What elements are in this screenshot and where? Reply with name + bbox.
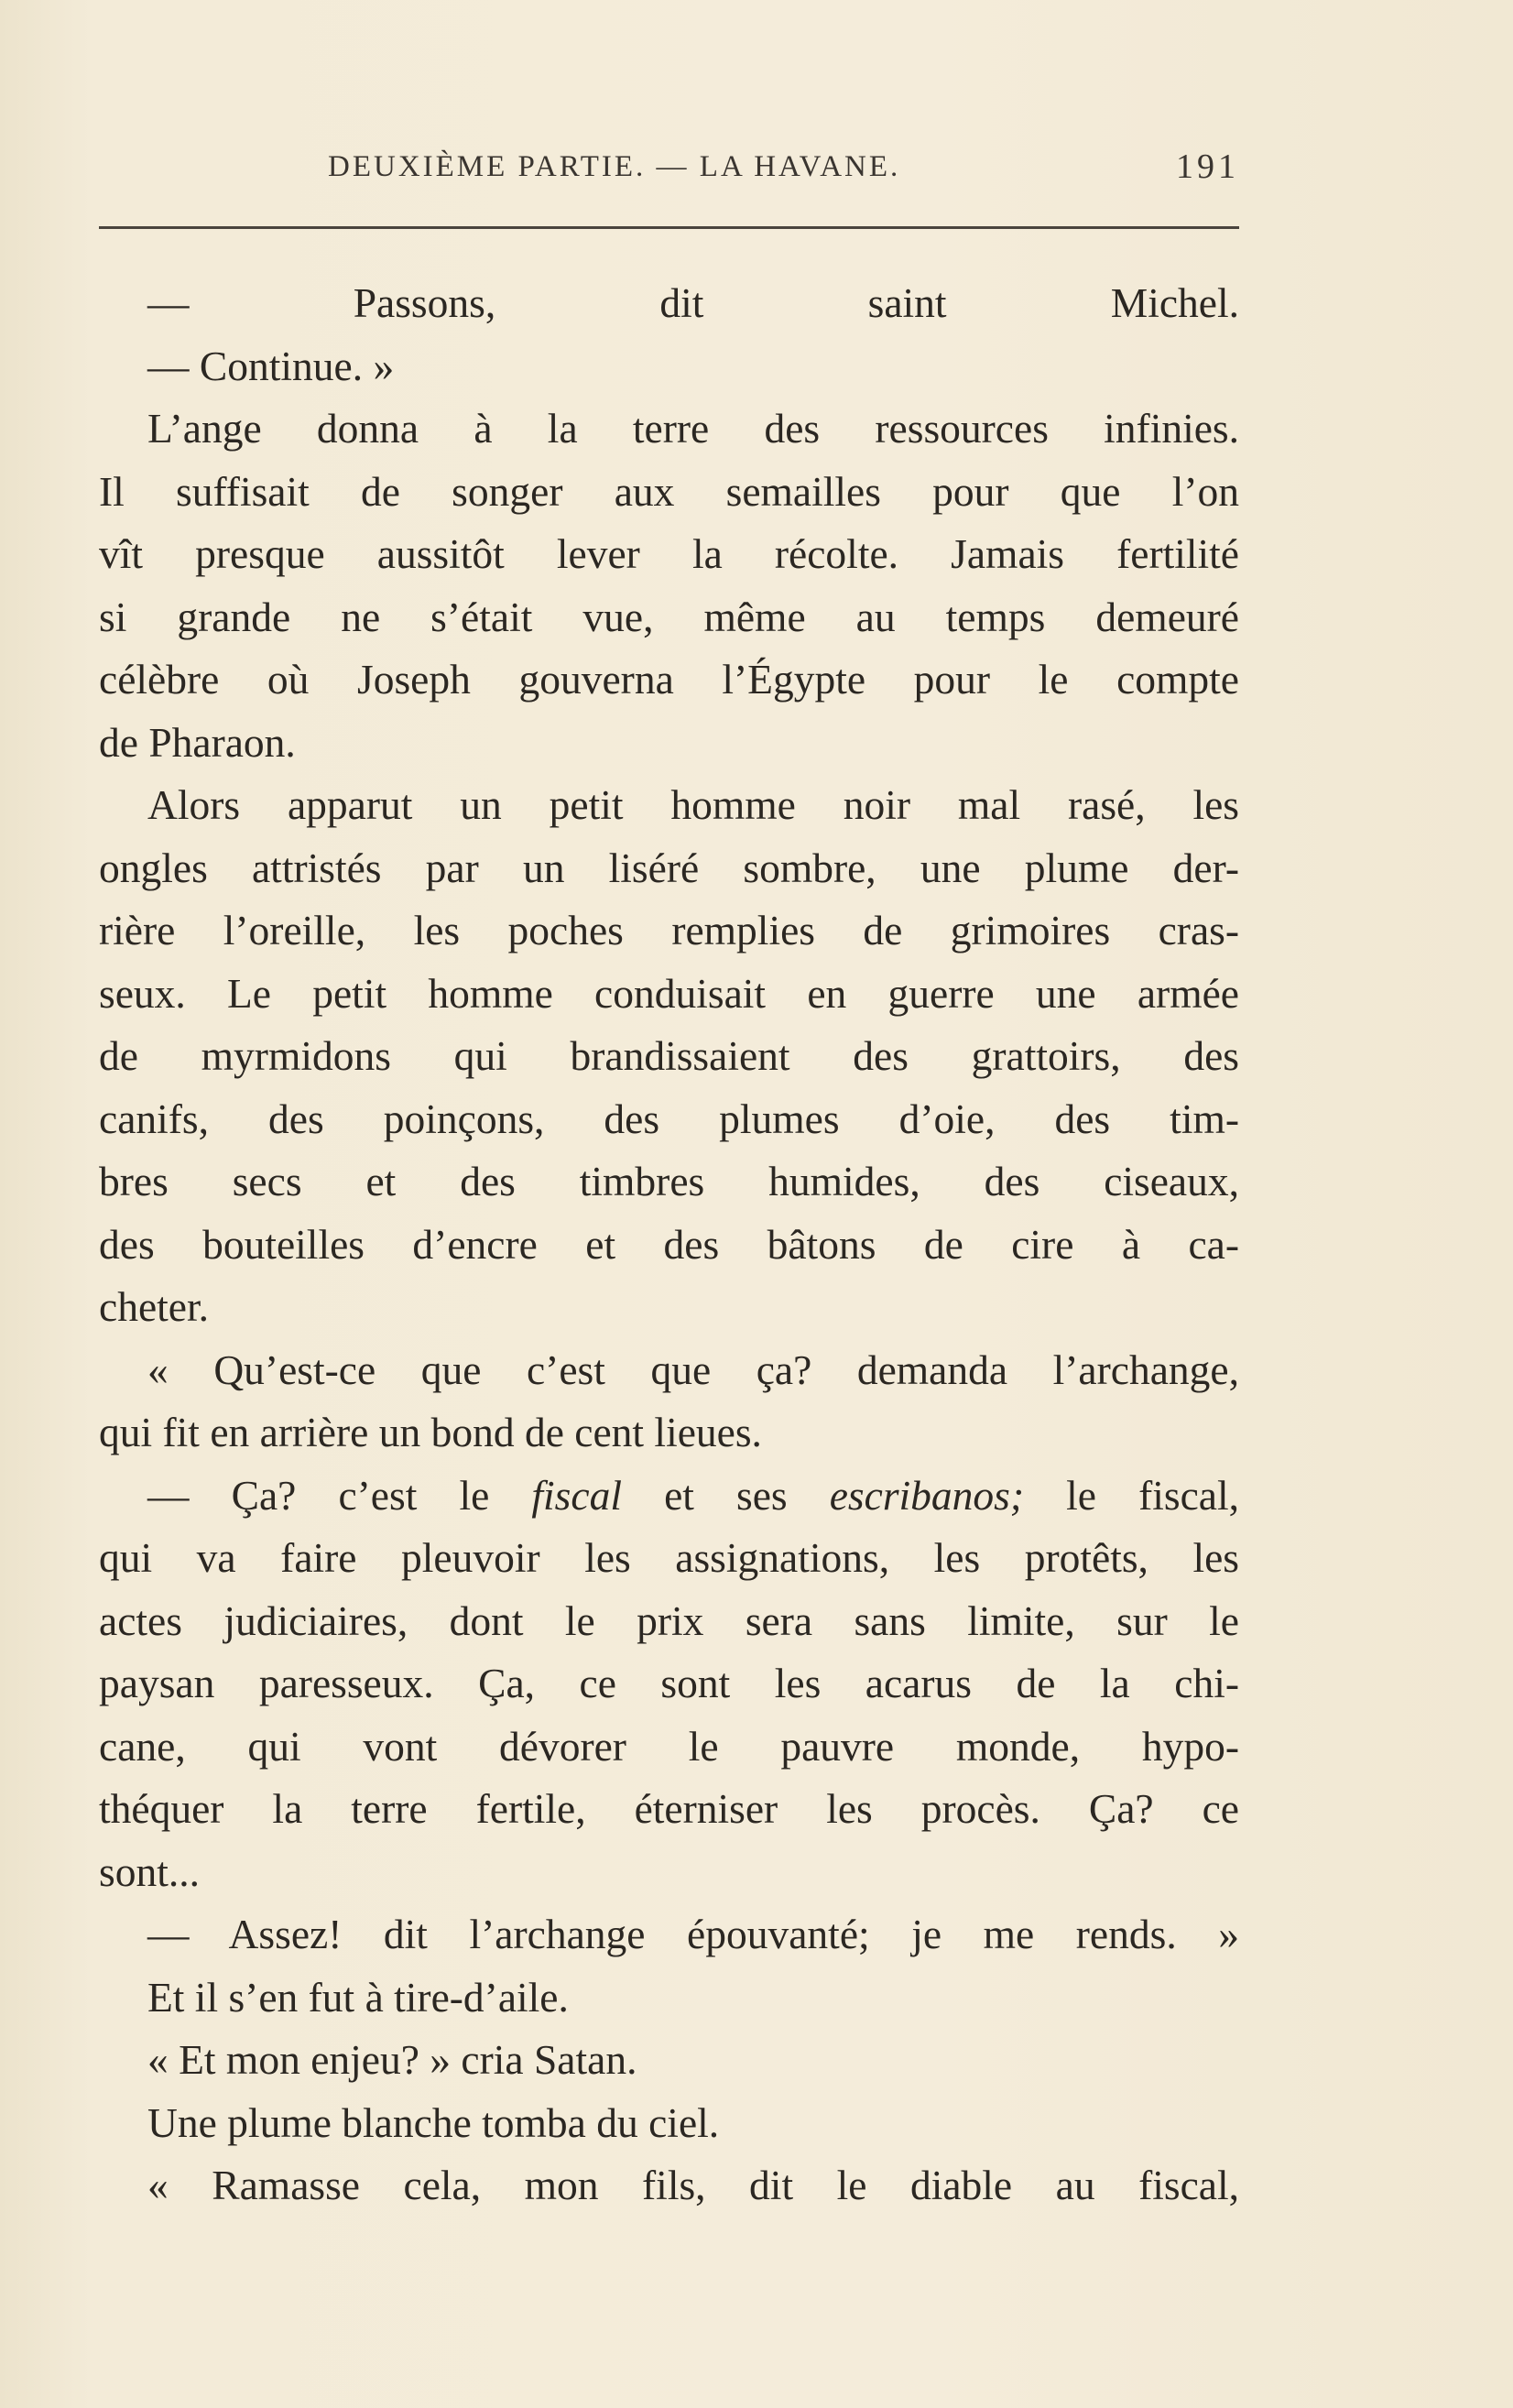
text-line: célèbre où Joseph gouverna l’Égypte pour le compte	[99, 656, 1239, 703]
text-line: Alors apparut un petit homme noir mal rasé, les	[147, 781, 1239, 828]
text-line: — Continue. »	[147, 342, 395, 389]
text-line: qui va faire pleuvoir les assignations, les protêts, les	[99, 1534, 1239, 1581]
text-line: bres secs et des timbres humides, des ciseaux,	[99, 1158, 1239, 1204]
text-line: L’ange donna à la terre des ressources infinies.	[147, 405, 1239, 452]
text-segment: et ses	[621, 1471, 830, 1519]
text-line: « Qu’est-ce que c’est que ça? demanda l’archange,	[147, 1346, 1239, 1393]
page-number: 191	[1176, 147, 1239, 186]
text-line: seux. Le petit homme conduisait en guerre une armée	[99, 969, 1239, 1017]
text-line: — Passons, dit saint Michel.	[147, 279, 1239, 326]
text-line: cane, qui vont dévorer le pauvre monde, hypo-	[99, 1722, 1239, 1770]
text-line: qui fit en arrière un bond de cent lieues.	[99, 1409, 762, 1455]
text-line: Il suffisait de songer aux semailles pour que l’on	[99, 467, 1239, 515]
text-line: de Pharaon.	[99, 718, 296, 766]
text-line: si grande ne s’était vue, même au temps demeuré	[99, 593, 1239, 640]
text-line: Et il s’en fut à tire-d’aile.	[147, 1973, 569, 2021]
text-line: — Assez! dit l’archange épouvanté; je me rends. »	[147, 1911, 1239, 1957]
running-head: DEUXIÈME PARTIE. — LA HAVANE.	[328, 150, 901, 183]
text-line: Une plume blanche tomba du ciel.	[147, 2098, 720, 2146]
text-line: vît presque aussitôt lever la récolte. Jamais fertilité	[99, 530, 1239, 577]
text-line: rière l’oreille, les poches remplies de grimoires cras-	[99, 907, 1239, 953]
italic-term-fiscal: fiscal	[531, 1471, 622, 1519]
text-line: cheter.	[99, 1283, 209, 1330]
text-line: des bouteilles d’encre et des bâtons de cire à ca-	[99, 1220, 1239, 1268]
text-line: paysan paresseux. Ça, ce sont les acarus de la chi-	[99, 1660, 1239, 1706]
text-line: théquer la terre fertile, éterniser les procès. Ça? ce	[99, 1785, 1239, 1832]
text-segment: le fiscal,	[1024, 1471, 1239, 1519]
text-line: canifs, des poinçons, des plumes d’oie, des tim-	[99, 1095, 1239, 1142]
text-line: de myrmidons qui brandissaient des grattoirs, des	[99, 1032, 1239, 1079]
body-text	[99, 272, 1239, 2217]
text-line: « Et mon enjeu? » cria Satan.	[147, 2036, 637, 2083]
page-header	[99, 147, 1239, 192]
text-line: ongles attristés par un liséré sombre, une plume der-	[99, 844, 1239, 891]
text-segment: — Ça? c’est le	[147, 1471, 532, 1519]
header-rule	[99, 226, 1239, 229]
italic-term-escribanos: escribanos;	[829, 1471, 1025, 1519]
text-line: actes judiciaires, dont le prix sera sans limite, sur le	[99, 1596, 1239, 1644]
text-line: « Ramasse cela, mon fils, dit le diable au fiscal,	[147, 2162, 1239, 2208]
text-line-with-italics	[99, 1465, 1239, 1528]
text-line: sont...	[99, 1847, 200, 1895]
